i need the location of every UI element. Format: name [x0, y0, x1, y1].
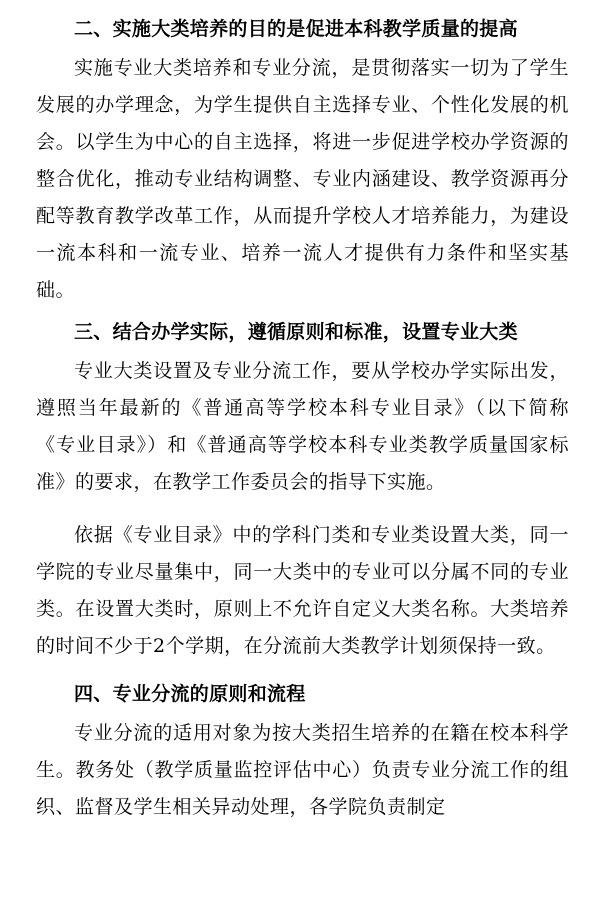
- section-paragraph: 专业分流的适用对象为按大类招生培养的在籍在校本科学生。教务处（教学质量监控评估中心）负责专业分流工作的组织、监督及学生相关异动处理，各学院负责制定: [36, 722, 569, 818]
- section-3: [36, 313, 569, 665]
- section-2: [36, 10, 569, 309]
- section-paragraph: 实施专业大类培养和专业分流，是贯彻落实一切为了学生发展的办学理念，为学生提供自主选择专业、个性化发展的机会。以学生为中心的自主选择，将进一步促进学校办学资源的整合优化，推动专业结构调整、专业内涵建设、教学资源再分配等教育教学改革工作，从而提升学校人才培养能力，为建设一流本科和一流专业、培养一流人才提供有力条件和坚实基础。: [36, 57, 569, 301]
- section-paragraph: 专业大类设置及专业分流工作，要从学校办学实际出发，遵照当年最新的《普通高等学校本科专业目录》（以下简称《专业目录》）和《普通高等学校本科专业类教学质量国家标准》的要求，在教学工作委员会的指导下实施。: [36, 360, 569, 493]
- section-heading: 二、实施大类培养的目的是促进本科教学质量的提高: [74, 18, 518, 40]
- section-heading: 四、专业分流的原则和流程: [74, 683, 306, 705]
- section-paragraph: 依据《专业目录》中的学科门类和专业类设置大类，同一学院的专业尽量集中，同一大类中的专业可以分属不同的专业类。在设置大类时，原则上不允许自定义大类名称。大类培养的时间不少于2个学期，在分流前大类教学计划须保持一致。: [36, 524, 569, 657]
- section-4: [36, 675, 569, 826]
- section-heading: 三、结合办学实际，遵循原则和标准，设置专业大类: [74, 321, 518, 343]
